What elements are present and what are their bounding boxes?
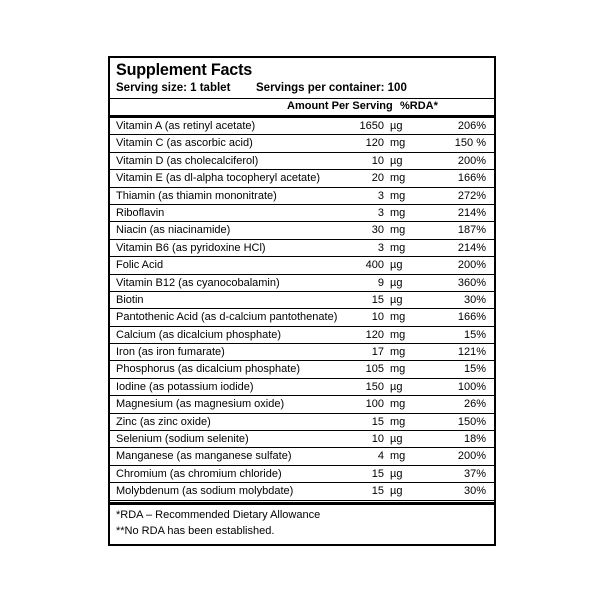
nutrient-name: Vitamin E (as dl-alpha tocopheryl acetate)	[116, 172, 321, 185]
divider-top	[110, 98, 494, 99]
nutrient-name: Niacin (as niacinamide)	[116, 224, 231, 237]
nutrient-row	[110, 396, 494, 413]
nutrient-rda: 100%	[457, 380, 486, 393]
divider-bottom	[110, 502, 494, 505]
nutrient-amount: 15	[371, 467, 384, 480]
nutrient-amount: 4	[377, 450, 384, 463]
nutrient-amount: 1650	[359, 120, 384, 132]
nutrient-amount: 9	[377, 276, 384, 289]
nutrient-amount: 10	[371, 311, 384, 324]
nutrient-amount: 120	[365, 137, 384, 150]
nutrient-amount: 30	[371, 224, 384, 237]
nutrient-name: Molybdenum (as sodium molybdate)	[116, 485, 294, 498]
nutrient-rda: 37%	[463, 467, 486, 480]
nutrient-table	[110, 118, 494, 501]
nutrient-unit: mg	[390, 328, 406, 341]
nutrient-row	[110, 414, 494, 431]
column-header-rda: %RDA*	[400, 100, 438, 112]
nutrient-unit: mg	[390, 224, 406, 237]
nutrient-name: Pantothenic Acid (as d-calcium pantothenate)	[116, 311, 338, 324]
nutrient-amount: 10	[371, 154, 384, 167]
footnote-rda: *RDA – Recommended Dietary Allowance	[116, 509, 321, 521]
nutrient-row	[110, 344, 494, 361]
nutrient-name: Vitamin B12 (as cyanocobalamin)	[116, 276, 280, 289]
nutrient-unit: mg	[390, 206, 406, 219]
supplement-facts-panel	[108, 56, 496, 546]
nutrient-rda: 150%	[457, 415, 486, 428]
nutrient-row	[110, 327, 494, 344]
nutrient-amount: 100	[365, 398, 384, 411]
nutrient-unit: mg	[390, 241, 406, 254]
nutrient-row	[110, 309, 494, 326]
footnote-no-rda: **No RDA has been established.	[116, 525, 275, 537]
nutrient-row	[110, 170, 494, 187]
nutrient-unit: µg	[390, 485, 403, 498]
nutrient-unit: mg	[390, 346, 406, 359]
nutrient-row	[110, 118, 494, 135]
nutrient-rda: 30%	[463, 293, 486, 306]
nutrient-row	[110, 483, 494, 500]
nutrient-unit: µg	[390, 276, 403, 289]
nutrient-amount: 120	[365, 328, 384, 341]
nutrient-row	[110, 135, 494, 152]
nutrient-name: Iodine (as potassium iodide)	[116, 380, 254, 393]
nutrient-rda: 121%	[457, 346, 486, 359]
column-header-amount: Amount Per Serving	[287, 100, 393, 112]
nutrient-rda: 187%	[457, 224, 486, 237]
nutrient-row	[110, 448, 494, 465]
nutrient-rda: 200%	[457, 259, 486, 272]
nutrient-amount: 3	[377, 241, 384, 254]
nutrient-name: Vitamin D (as cholecalciferol)	[116, 154, 259, 167]
nutrient-amount: 15	[371, 415, 384, 428]
serving-size: Serving size: 1 tablet	[116, 82, 231, 94]
nutrient-amount: 10	[371, 433, 384, 446]
nutrient-rda: 166%	[457, 172, 486, 185]
nutrient-amount: 105	[365, 363, 384, 376]
nutrient-row	[110, 257, 494, 274]
nutrient-name: Thiamin (as thiamin mononitrate)	[116, 189, 277, 202]
nutrient-name: Manganese (as manganese sulfate)	[116, 450, 292, 463]
nutrient-name: Vitamin B6 (as pyridoxine HCl)	[116, 241, 266, 254]
nutrient-row	[110, 240, 494, 257]
nutrient-unit: µg	[390, 259, 403, 272]
nutrient-unit: mg	[390, 137, 406, 150]
panel-title: Supplement Facts	[116, 60, 253, 79]
nutrient-row	[110, 275, 494, 292]
nutrient-unit: mg	[390, 415, 406, 428]
nutrient-name: Calcium (as dicalcium phosphate)	[116, 328, 282, 341]
nutrient-row	[110, 222, 494, 239]
nutrient-amount: 3	[377, 206, 384, 219]
nutrient-amount: 150	[365, 380, 384, 393]
nutrient-unit: µg	[390, 120, 403, 132]
nutrient-rda: 15%	[463, 328, 486, 341]
nutrient-unit: mg	[390, 311, 406, 324]
nutrient-row	[110, 361, 494, 378]
nutrient-name: Folic Acid	[116, 259, 164, 272]
nutrient-unit: mg	[390, 189, 406, 202]
nutrient-rda: 26%	[463, 398, 486, 411]
nutrient-unit: mg	[390, 172, 406, 185]
nutrient-rda: 15%	[463, 363, 486, 376]
nutrient-name: Iron (as iron fumarate)	[116, 346, 225, 359]
nutrient-row	[110, 431, 494, 448]
nutrient-rda: 360%	[457, 276, 486, 289]
nutrient-amount: 400	[365, 259, 384, 272]
nutrient-rda: 214%	[457, 241, 486, 254]
nutrient-rda: 206%	[457, 120, 486, 132]
servings-per-container: Servings per container: 100	[256, 82, 407, 94]
nutrient-row	[110, 153, 494, 170]
nutrient-row	[110, 205, 494, 222]
nutrient-rda: 200%	[457, 154, 486, 167]
nutrient-name: Biotin	[116, 293, 144, 306]
nutrient-unit: mg	[390, 363, 406, 376]
nutrient-name: Phosphorus (as dicalcium phosphate)	[116, 363, 301, 376]
nutrient-name: Zinc (as zinc oxide)	[116, 415, 211, 428]
nutrient-name: Selenium (sodium selenite)	[116, 433, 249, 446]
nutrient-name: Riboflavin	[116, 206, 165, 219]
nutrient-rda: 214%	[457, 206, 486, 219]
nutrient-row	[110, 188, 494, 205]
nutrient-rda: 200%	[457, 450, 486, 463]
nutrient-amount: 15	[371, 485, 384, 498]
nutrient-unit: µg	[390, 467, 403, 480]
nutrient-unit: mg	[390, 398, 406, 411]
nutrient-unit: µg	[390, 154, 403, 167]
nutrient-name: Magnesium (as magnesium oxide)	[116, 398, 285, 411]
nutrient-unit: µg	[390, 380, 403, 393]
nutrient-name: Chromium (as chromium chloride)	[116, 467, 282, 480]
nutrient-rda: 166%	[457, 311, 486, 324]
nutrient-amount: 17	[371, 346, 384, 359]
nutrient-row	[110, 379, 494, 396]
nutrient-amount: 20	[371, 172, 384, 185]
nutrient-rda: 18%	[463, 433, 486, 446]
nutrient-unit: µg	[390, 293, 403, 306]
nutrient-amount: 3	[377, 189, 384, 202]
nutrient-unit: µg	[390, 433, 403, 446]
nutrient-row	[110, 292, 494, 309]
nutrient-rda: 150 %	[454, 137, 486, 150]
nutrient-name: Vitamin C (as ascorbic acid)	[116, 137, 253, 150]
nutrient-amount: 15	[371, 293, 384, 306]
nutrient-row	[110, 466, 494, 483]
nutrient-name: Vitamin A (as retinyl acetate)	[116, 120, 256, 132]
nutrient-rda: 272%	[457, 189, 486, 202]
nutrient-rda: 30%	[463, 485, 486, 498]
nutrient-unit: mg	[390, 450, 406, 463]
